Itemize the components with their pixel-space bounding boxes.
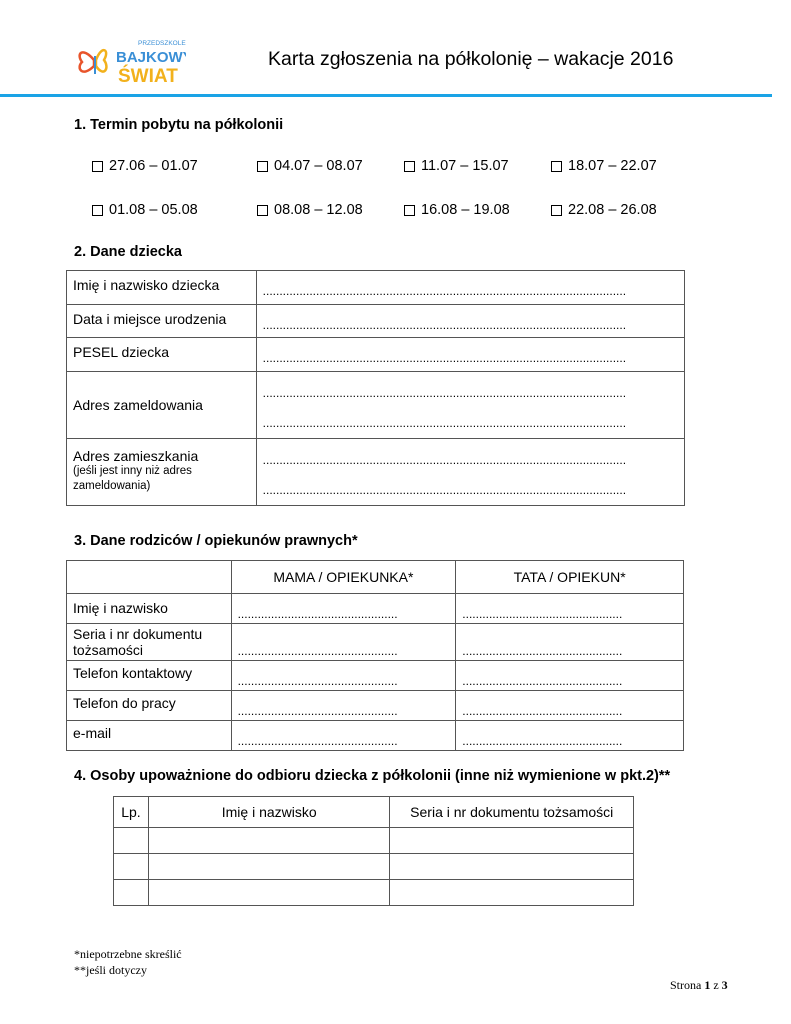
lp-cell[interactable] bbox=[114, 828, 149, 854]
child-name-field[interactable] bbox=[256, 271, 684, 305]
checkbox-icon[interactable] bbox=[257, 205, 268, 216]
person-document-cell[interactable] bbox=[390, 880, 634, 906]
kindergarten-logo bbox=[76, 36, 186, 86]
father-id-field[interactable] bbox=[456, 624, 684, 661]
living-address-label: Adres zamieszkania bbox=[73, 448, 199, 464]
person-name-cell[interactable] bbox=[148, 880, 390, 906]
logo-small-text: PRZEDSZKOLE bbox=[138, 40, 186, 47]
dotted-line: ................................................ bbox=[237, 607, 398, 621]
work-phone-label: Telefon do pracy bbox=[67, 691, 232, 721]
child-data-table bbox=[66, 270, 685, 506]
term-label: 01.08 – 05.08 bbox=[109, 202, 198, 218]
term-checkbox-5[interactable] bbox=[92, 202, 198, 218]
term-label: 18.07 – 22.07 bbox=[568, 158, 657, 174]
email-label: e-mail bbox=[67, 721, 232, 751]
term-checkbox-2[interactable] bbox=[257, 158, 363, 174]
document-column-header: Seria i nr dokumentu tożsamości bbox=[390, 797, 634, 828]
dotted-line: ................................................ bbox=[237, 644, 398, 658]
person-document-cell[interactable] bbox=[390, 828, 634, 854]
dotted-line: ............................................................................................................. bbox=[262, 284, 627, 298]
registered-address-field[interactable] bbox=[256, 372, 684, 439]
person-name-cell[interactable] bbox=[148, 854, 390, 880]
dotted-line: ................................................ bbox=[462, 674, 623, 688]
checkbox-icon[interactable] bbox=[404, 205, 415, 216]
page-current: 1 bbox=[704, 978, 711, 992]
logo-line1-text: BAJKOWY bbox=[116, 49, 186, 66]
parent-name-label: Imię i nazwisko bbox=[67, 594, 232, 624]
pesel-label: PESEL dziecka bbox=[67, 338, 257, 372]
father-column-header: TATA / OPIEKUN* bbox=[456, 561, 684, 594]
mother-email-field[interactable] bbox=[231, 721, 456, 751]
document-title: Karta zgłoszenia na półkolonię – wakacje 2016 bbox=[268, 48, 674, 70]
term-checkbox-3[interactable] bbox=[404, 158, 509, 174]
dotted-line: ................................................ bbox=[237, 734, 398, 748]
page-total: 3 bbox=[721, 978, 728, 992]
checkbox-icon[interactable] bbox=[92, 161, 103, 172]
name-column-header: Imię i nazwisko bbox=[148, 797, 390, 828]
term-label: 22.08 – 26.08 bbox=[568, 202, 657, 218]
term-label: 08.08 – 12.08 bbox=[274, 202, 363, 218]
butterfly-logo-icon bbox=[76, 36, 186, 86]
lp-column-header: Lp. bbox=[114, 797, 149, 828]
parent-id-label: Seria i nr dokumentu tożsamości bbox=[67, 624, 232, 661]
term-label: 04.07 – 08.07 bbox=[274, 158, 363, 174]
mother-column-header: MAMA / OPIEKUNKA* bbox=[231, 561, 456, 594]
term-checkbox-1[interactable] bbox=[92, 158, 198, 174]
checkbox-icon[interactable] bbox=[404, 161, 415, 172]
living-address-note: (jeśli jest inny niż adres zameldowania) bbox=[73, 465, 192, 492]
child-name-label: Imię i nazwisko dziecka bbox=[67, 271, 257, 305]
dotted-line: ............................................................................................................. bbox=[262, 416, 627, 430]
father-work-phone-field[interactable] bbox=[456, 691, 684, 721]
checkbox-icon[interactable] bbox=[551, 161, 562, 172]
living-address-cell bbox=[67, 439, 257, 506]
father-email-field[interactable] bbox=[456, 721, 684, 751]
authorized-persons-table bbox=[113, 796, 634, 906]
dotted-line: ............................................................................................................. bbox=[262, 318, 627, 332]
mother-name-field[interactable] bbox=[231, 594, 456, 624]
page-word: Strona bbox=[670, 978, 702, 992]
pesel-field[interactable] bbox=[256, 338, 684, 372]
section4-heading: 4. Osoby upoważnione do odbioru dziecka z półkolonii (inne niż wymienione w pkt.2)** bbox=[74, 768, 671, 784]
page-separator: z bbox=[713, 978, 719, 992]
footnote-2: **jeśli dotyczy bbox=[74, 963, 147, 977]
parents-table bbox=[66, 560, 684, 751]
mother-id-field[interactable] bbox=[231, 624, 456, 661]
section3-heading: 3. Dane rodziców / opiekunów prawnych* bbox=[74, 533, 358, 549]
dotted-line: ................................................ bbox=[462, 734, 623, 748]
lp-cell[interactable] bbox=[114, 854, 149, 880]
dotted-line: ................................................ bbox=[462, 644, 623, 658]
person-name-cell[interactable] bbox=[148, 828, 390, 854]
father-contact-phone-field[interactable] bbox=[456, 661, 684, 691]
mother-contact-phone-field[interactable] bbox=[231, 661, 456, 691]
dotted-line: ............................................................................................................. bbox=[262, 483, 627, 497]
person-document-cell[interactable] bbox=[390, 854, 634, 880]
checkbox-icon[interactable] bbox=[92, 205, 103, 216]
dotted-line: ................................................ bbox=[462, 607, 623, 621]
term-label: 11.07 – 15.07 bbox=[421, 158, 509, 174]
dotted-line: ................................................ bbox=[237, 704, 398, 718]
term-checkbox-4[interactable] bbox=[551, 158, 657, 174]
section2-heading: 2. Dane dziecka bbox=[74, 244, 182, 260]
parents-header-empty bbox=[67, 561, 232, 594]
page-number bbox=[670, 978, 728, 993]
living-address-field[interactable] bbox=[256, 439, 684, 506]
section1-heading: 1. Termin pobytu na półkolonii bbox=[74, 117, 284, 133]
birth-label: Data i miejsce urodzenia bbox=[67, 305, 257, 338]
checkbox-icon[interactable] bbox=[257, 161, 268, 172]
dotted-line: ............................................................................................................. bbox=[262, 386, 627, 400]
lp-cell[interactable] bbox=[114, 880, 149, 906]
logo-line2-text: ŚWIAT bbox=[118, 66, 178, 86]
dotted-line: ................................................ bbox=[237, 674, 398, 688]
term-label: 27.06 – 01.07 bbox=[109, 158, 198, 174]
father-name-field[interactable] bbox=[456, 594, 684, 624]
term-checkbox-8[interactable] bbox=[551, 202, 657, 218]
dotted-line: ............................................................................................................. bbox=[262, 351, 627, 365]
dotted-line: ............................................................................................................. bbox=[262, 453, 627, 467]
contact-phone-label: Telefon kontaktowy bbox=[67, 661, 232, 691]
term-label: 16.08 – 19.08 bbox=[421, 202, 510, 218]
footnote-1: *niepotrzebne skreślić bbox=[74, 947, 182, 961]
term-checkbox-6[interactable] bbox=[257, 202, 363, 218]
birth-field[interactable] bbox=[256, 305, 684, 338]
term-checkbox-7[interactable] bbox=[404, 202, 510, 218]
checkbox-icon[interactable] bbox=[551, 205, 562, 216]
header-divider bbox=[0, 94, 772, 97]
registered-address-label: Adres zameldowania bbox=[67, 372, 257, 439]
dotted-line: ................................................ bbox=[462, 704, 623, 718]
mother-work-phone-field[interactable] bbox=[231, 691, 456, 721]
